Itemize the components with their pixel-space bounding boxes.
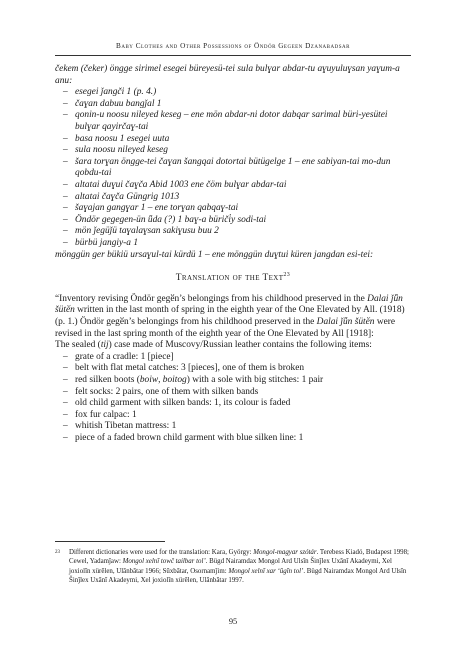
paragraph-text: written in the last month of spring in the eighth year of the One Elevated by All. (1918)	[74, 305, 405, 316]
paragraph-text: The sealed (	[55, 340, 101, 351]
list-item: – šara torɣan öngge-tei čaɣan šangqai dotortai bütügelge 1 – ene sabiyan-tai mo-dun qobdu-tai	[55, 157, 411, 180]
item-text: red silken boots (	[75, 374, 140, 385]
paragraph-text: “Inventory revising Öndör gegӗn’s belongings from his childhood preserved in the	[55, 293, 368, 304]
term-italic: boiw	[139, 374, 159, 385]
paragraph-text: (p. 1.) Öndör gegӗn’s belongings from his childhood preserved in the	[55, 317, 317, 327]
item-text: ) with a sole with big stitches: 1 pair	[186, 374, 324, 385]
footnote-text	[55, 548, 411, 586]
list-item: – old child garment with silken bands: 1, its colour is faded	[55, 398, 411, 410]
list-item: – mön ǰegüǰü taɣalaɣsan sakiɣusu buu 2	[55, 226, 411, 238]
list-item: – sula noosu nileyed keseg	[55, 145, 411, 157]
mongolian-item-list	[55, 87, 411, 249]
footnote-rule	[55, 541, 165, 542]
list-item	[55, 375, 411, 387]
term-italic: Dalai ǰǖn šütӗn	[316, 317, 375, 327]
translation-paragraph-3	[55, 340, 411, 352]
list-item: – grate of a cradle: 1 [piece]	[55, 352, 411, 364]
list-item: – qonin-u noosu nileyed keseg – ene mön abdar-ni dotor dabqar sarimal büri-yesütei bulɣar qayirčaɣ-tai	[55, 110, 411, 133]
page-body	[55, 64, 411, 445]
list-item: – belt with flat metal catches: 3 [pieces], one of them is broken	[55, 363, 411, 375]
footnote-part: Different dictionaries were used for the translation: Kara, György:	[69, 549, 254, 556]
footnote-title: Mongol-magyar szótár	[253, 549, 317, 556]
list-item: – whitish Tibetan mattress: 1	[55, 421, 411, 433]
term-italic: boitog	[162, 374, 187, 385]
paragraph-text: ) case made of Muscovy/Russian leather contains the following items:	[108, 340, 372, 351]
list-item: – felt socks: 2 pairs, one of them with silken bands	[55, 387, 411, 399]
footnote-title: Mongol xelnī xar ‘ūgīn tol’	[228, 567, 304, 575]
footnote-part: . Bügd Nairamdax Mongol Ard Ulsīn Šinǰlex Uxānī Akadeymi, Xel joxiolīn xürēlen, Ulānbātar 1966; Sūxbātar, Osornamǰim:	[69, 558, 392, 575]
list-item: – Öndör gegegen-ün ǖda (?) 1 baɣ-a büriči̇y sodi-tai	[55, 215, 411, 227]
item-text: ,	[158, 374, 163, 385]
list-item: – esegei ǰangči 1 (p. 4.)	[55, 87, 411, 99]
footnote	[55, 548, 411, 586]
mongolian-closing: mönggün ger bükiü ursaɣul-tai kürdü 1 – ene mönggün duɣtui küren jangdan esi-tei:	[55, 249, 374, 260]
footnote-reference[interactable]: 23	[283, 272, 291, 279]
footnote-number: 23	[55, 550, 60, 555]
footnote-part: . Terebess Kiadó, Budapest 1998; Cewel, Yadamǰaw:	[69, 549, 409, 566]
list-item: – fox fur calpac: 1	[55, 410, 411, 422]
list-item: – piece of a faded brown child garment with blue silken line: 1	[55, 433, 411, 445]
translation-paragraph-1	[55, 294, 411, 317]
page-number: 95	[228, 617, 238, 626]
list-item: – altatai duɣui čaɣča Abid 1003 ene čöm bulɣar abdar-tai	[55, 180, 411, 192]
list-item: – bürbü jangiy-a 1	[55, 238, 411, 250]
section-heading	[55, 270, 411, 285]
section-title-text: Translation of the Text	[175, 273, 284, 284]
list-item: – čaɣan dabuu bangǰal 1	[55, 99, 411, 111]
mongolian-intro: čekem (čeker) öngge sirimel esegei büreyesü-tei sula bulɣar abdar-tu aɣuyuluɣsan yaɣum-a anu:	[55, 64, 400, 86]
list-item: – basa noosu 1 esegei uuta	[55, 134, 411, 146]
translation-item-list	[55, 352, 411, 445]
translation-paragraph-2	[55, 317, 411, 340]
term-italic: tij	[100, 340, 109, 351]
paragraph-text: were revised in the last spring month of the eighth year of the One Elevated by All [1918]:	[55, 317, 396, 339]
list-item: – altatai čaɣča Güngrig 1013	[55, 192, 411, 204]
running-head: Baby Clothes and Other Possessions of Öndör Gegeen Dzanabadsar	[116, 42, 350, 50]
footnote-title: Mongol xelnī towč tailbar tol’	[122, 558, 206, 566]
header-rule	[55, 55, 411, 56]
footnote-part: . Bügd Nairamdax Mongol Ard Ulsīn Šinǰlex Uxānī Akadeymi, Xel joxiolīn xürēlen, Ulānbātar 1997.	[69, 567, 407, 585]
term-italic: Dalai ǰǖn šütӗn	[55, 293, 403, 316]
list-item: – šaɣajan gangɣar 1 – ene torɣan qabqaɣ-tai	[55, 203, 411, 215]
